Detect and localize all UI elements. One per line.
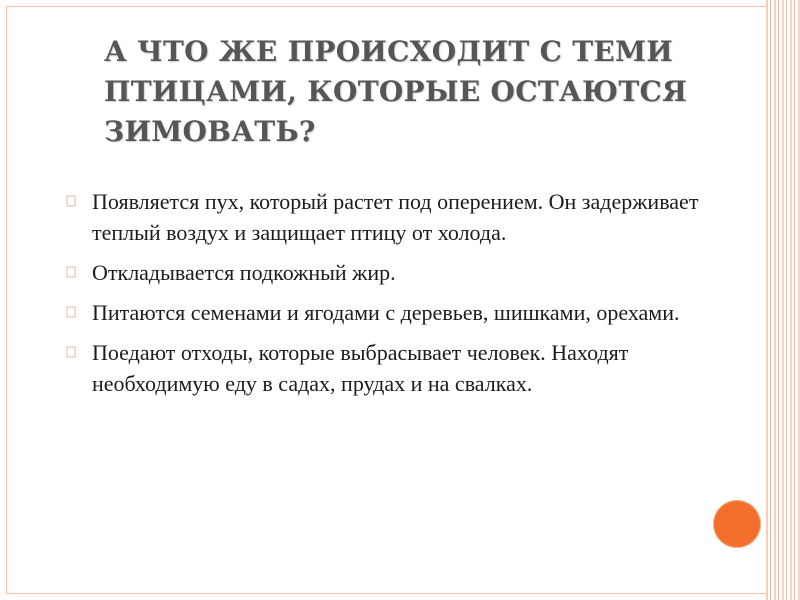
slide-title: А ЧТО ЖЕ ПРОИСХОДИТ С ТЕМИ ПТИЦАМИ, КОТОРЫЕ ОСТАЮТСЯ ЗИМОВАТЬ? [104, 35, 688, 148]
list-item [66, 186, 756, 248]
decorative-stripe-band [766, 0, 800, 600]
bullet-text: Питаются семенами и ягодами с деревьев, шишками, орехами. [92, 300, 680, 325]
left-border-line [6, 6, 7, 594]
top-border-line [6, 6, 766, 7]
bullet-icon [66, 306, 77, 319]
bullet-list [66, 186, 756, 408]
bullet-text: Откладывается подкожный жир. [92, 260, 396, 285]
bullet-text: Появляется пух, который растет под оперением. Он задерживает теплый воздух и защищает птицу от холода. [92, 189, 699, 245]
bullet-icon [66, 346, 77, 359]
bullet-icon [66, 195, 77, 208]
list-item [66, 337, 756, 399]
bottom-border-line [6, 593, 766, 594]
bullet-text: Поедают отходы, которые выбрасывает человек. Находят необходимую еду в садах, прудах и на свалках. [92, 340, 629, 396]
list-item [66, 297, 756, 328]
orange-circle-decoration [713, 500, 761, 548]
list-item [66, 257, 756, 288]
bullet-icon [66, 266, 77, 279]
